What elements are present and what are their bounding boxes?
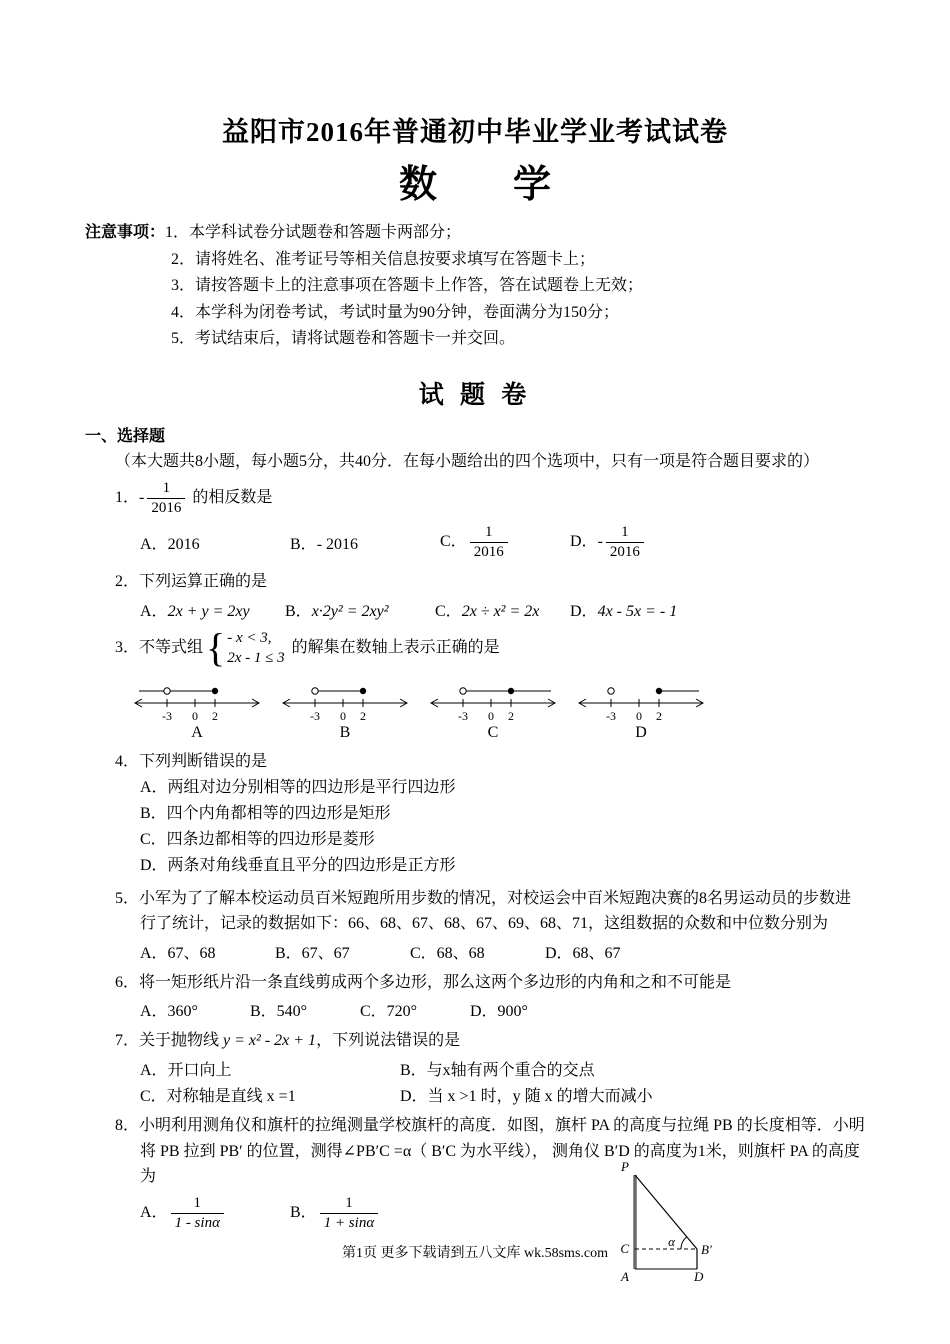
figure-label-a: A [621, 1269, 629, 1284]
note-item: 1．本学科试卷分试题卷和答题卡两部分； [165, 224, 462, 241]
option-d: D．当 x >1 时，y 随 x 的增大而减小 [400, 1088, 653, 1106]
fraction-numerator: 1 [171, 1194, 224, 1214]
question-text: 关于抛物线 [139, 1032, 224, 1050]
numberline-label-d: D [635, 724, 647, 742]
page-footer: 第1页 更多下载请到五八文库 wk.58sms.com [342, 1246, 608, 1261]
svg-text:0: 0 [192, 709, 198, 724]
question-text: 小军为了了解本校运动员百米短跑所用步数的情况，对校运会中百米短跑决赛的8名男运动员的步数进行了统计，记录的数据如下：66、68、67、68、67、69、68、71，这组数据的众数和中位数分别为 [139, 889, 852, 933]
question-5 [115, 886, 865, 963]
question-1-options [115, 522, 865, 563]
question-4-stem [115, 749, 865, 775]
fraction [606, 523, 644, 562]
option-d: D．两条对角线垂直且平分的四边形是正方形 [140, 856, 456, 874]
option-c: C．四条边都相等的四边形是菱形 [140, 830, 375, 848]
system-line-2: 2x - 1 ≤ 3 [227, 650, 285, 667]
minus-sign: - [139, 489, 145, 507]
question-4 [115, 749, 865, 878]
numberline-label-b: B [339, 724, 351, 742]
svg-text:0: 0 [340, 709, 346, 724]
note-line-2: 2．请将姓名、准考证号等相关信息按要求填写在答题卡上； [171, 250, 596, 268]
option-b [290, 531, 440, 554]
option-b [285, 598, 435, 621]
numberline-diagram-d [575, 672, 707, 724]
svg-text:-3: -3 [162, 709, 172, 724]
option-a: A．67、68 [140, 944, 216, 962]
note-line-4: 4．本学科为闭卷考试，考试时量为90分钟，卷面满分为150分； [171, 303, 620, 321]
parabola-formula: y = x² - 2x + 1 [223, 1032, 317, 1050]
question-7-options-row-1 [115, 1057, 865, 1080]
brace-glyph: { [206, 625, 226, 671]
question-7-stem [115, 1028, 865, 1054]
fraction-numerator: 1 [470, 523, 508, 543]
question-2-stem [115, 569, 865, 595]
option-label: C． [435, 602, 462, 620]
fraction [320, 1194, 379, 1233]
option-d: D．68、67 [545, 944, 621, 962]
option-b: B．与x轴有两个重合的交点 [400, 1062, 595, 1080]
question-7 [115, 1028, 865, 1106]
option-c [440, 522, 570, 563]
question-number: 3． [115, 638, 140, 656]
system-line-1: - x < 3, [227, 629, 272, 646]
option-d [570, 522, 647, 563]
question-5-options [115, 940, 865, 963]
svg-text:0: 0 [636, 709, 642, 724]
option-b: B．四个内角都相等的四边形是矩形 [140, 804, 391, 822]
option-d [570, 598, 677, 621]
question-5-stem [115, 886, 865, 937]
figure-label-d: D [694, 1269, 704, 1284]
note-line-1 [85, 220, 865, 247]
question-4-options [115, 775, 865, 879]
svg-text:2: 2 [212, 709, 218, 724]
option-b [290, 1193, 381, 1234]
section-title [85, 425, 865, 475]
option-a [140, 598, 285, 621]
note-line-5: 5．考试结束后，请将试题卷和答题卡一并交回。 [171, 330, 516, 348]
option-label: B． [285, 602, 312, 620]
option-formula: x·2y² = 2xy² [311, 602, 389, 620]
minus-sign: - [597, 532, 603, 550]
question-1 [115, 478, 865, 562]
option-c [435, 598, 570, 621]
question-text: 的相反数是 [188, 489, 273, 507]
svg-text:0: 0 [488, 709, 494, 724]
question-3 [115, 625, 865, 743]
option-c: C．对称轴是直线 x =1 [140, 1088, 296, 1106]
svg-text:-3: -3 [458, 709, 468, 724]
page-title: 益阳市2016年普通初中毕业学业考试试卷 [222, 117, 728, 147]
option-label: A． [140, 602, 168, 620]
fraction-denominator: 2016 [151, 500, 182, 517]
numberline-option-b [279, 672, 411, 742]
option-formula: 2x + y = 2xy [167, 602, 250, 620]
option-c: C．720° [360, 1003, 418, 1021]
option-label: D． [570, 532, 598, 550]
numberline-option-a [131, 672, 263, 742]
option-label: A． [140, 535, 168, 553]
fraction-numerator: 1 [147, 479, 185, 499]
fraction-denominator: 1 + sinα [323, 1214, 375, 1231]
option-a [140, 1193, 290, 1234]
flagpole-diagram [563, 1159, 713, 1283]
question-text: 将一矩形纸片沿一条直线剪成两个多边形，那么这两个多边形的内角和之和不可能是 [139, 973, 732, 991]
option-a: A．360° [140, 1003, 198, 1021]
option-formula: 2x ÷ x² = 2x [461, 602, 540, 620]
paper-heading: 试 题 卷 [418, 381, 532, 409]
numberline-option-c [427, 672, 559, 742]
notes-label: 注意事项： [85, 224, 166, 241]
fraction-denominator: 1 - sinα [174, 1214, 220, 1231]
question-1-stem [115, 478, 865, 519]
fraction-numerator: 1 [320, 1194, 379, 1214]
question-7-options-row-2 [115, 1083, 865, 1106]
section-label: 一、选择题 [85, 427, 166, 445]
numberline-label-c: C [487, 724, 499, 742]
option-b: B．67、67 [275, 944, 350, 962]
option-value: - 2016 [316, 535, 359, 553]
question-6-stem [115, 970, 865, 996]
question-text: ，下列说法错误的是 [316, 1032, 461, 1050]
option-label: D． [570, 602, 598, 620]
figure-label-c: C [620, 1241, 629, 1257]
option-b: B．540° [250, 1003, 308, 1021]
option-label: C． [440, 532, 467, 550]
question-number: 6． [115, 973, 140, 991]
question-number: 1． [115, 489, 140, 507]
subject-title: 数 学 [398, 164, 551, 206]
option-value: 2016 [167, 535, 200, 553]
option-label: B． [290, 535, 317, 553]
figure-label-p: P [621, 1159, 629, 1175]
inequality-system [206, 625, 285, 671]
svg-text:-3: -3 [310, 709, 320, 724]
svg-text:2: 2 [360, 709, 366, 724]
option-label: B． [290, 1203, 317, 1221]
question-2-options [115, 598, 865, 621]
numberline-diagram-b [279, 672, 411, 724]
option-a [140, 531, 290, 554]
question-8-stem [115, 1113, 865, 1190]
question-6 [115, 970, 865, 1022]
fraction-denominator: 2016 [473, 543, 504, 560]
numberline-diagram-c [427, 672, 559, 724]
fraction [171, 1194, 224, 1233]
question-number: 4． [115, 753, 140, 771]
section-desc: （本大题共8小题，每小题5分，共40分．在每小题给出的四个选项中，只有一项是符合题目要求的） [115, 452, 820, 470]
option-d: D．900° [470, 1003, 528, 1021]
question-6-options [115, 998, 865, 1021]
question-8-options [115, 1193, 865, 1234]
option-label: A． [140, 1203, 168, 1221]
option-a: A．开口向上 [140, 1062, 232, 1080]
numberline-option-d [575, 672, 707, 742]
question-text: 不等式组 [139, 638, 204, 656]
system-lines [227, 628, 284, 669]
figure-label-b-prime: B′ [701, 1242, 712, 1258]
note-line-3: 3．请按答题卡上的注意事项在答题卡上作答，答在试题卷上无效； [171, 277, 644, 295]
question-text: 下列判断错误的是 [139, 753, 268, 771]
question-text: 的解集在数轴上表示正确的是 [287, 638, 500, 656]
figure-label-alpha: α [668, 1234, 675, 1250]
fraction-denominator: 2016 [609, 543, 640, 560]
option-formula: 4x - 5x = - 1 [597, 602, 678, 620]
option-c: C．68、68 [410, 944, 485, 962]
question-3-stem [115, 625, 865, 671]
numberline-label-a: A [191, 724, 203, 742]
question-number: 5． [115, 889, 140, 907]
fraction [470, 523, 508, 562]
question-text: 小明利用测角仪和旗杆的拉绳测量学校旗杆的高度．如图，旗杆 PA 的高度与拉绳 PB 的长度相等．小明将 PB 拉到 PB′ 的位置，测得∠PB′C =α（ B′C 为水平线）， 测角仪 B′D 的高度为1米，则旗杆 PA 的高度为 [139, 1117, 865, 1186]
numberline-diagrams [115, 672, 865, 742]
numberline-diagram-a [131, 672, 263, 724]
question-number: 2． [115, 573, 140, 591]
flagpole-figure [563, 1159, 713, 1288]
svg-text:2: 2 [656, 709, 662, 724]
fraction [147, 479, 185, 518]
option-a: A．两组对边分别相等的四边形是平行四边形 [140, 779, 456, 797]
svg-text:2: 2 [508, 709, 514, 724]
notes-section [85, 220, 865, 353]
question-number: 8． [115, 1117, 140, 1135]
question-text: 下列运算正确的是 [139, 573, 268, 591]
fraction-numerator: 1 [606, 523, 644, 543]
question-number: 7． [115, 1032, 140, 1050]
question-2 [115, 569, 865, 621]
svg-text:-3: -3 [606, 709, 616, 724]
